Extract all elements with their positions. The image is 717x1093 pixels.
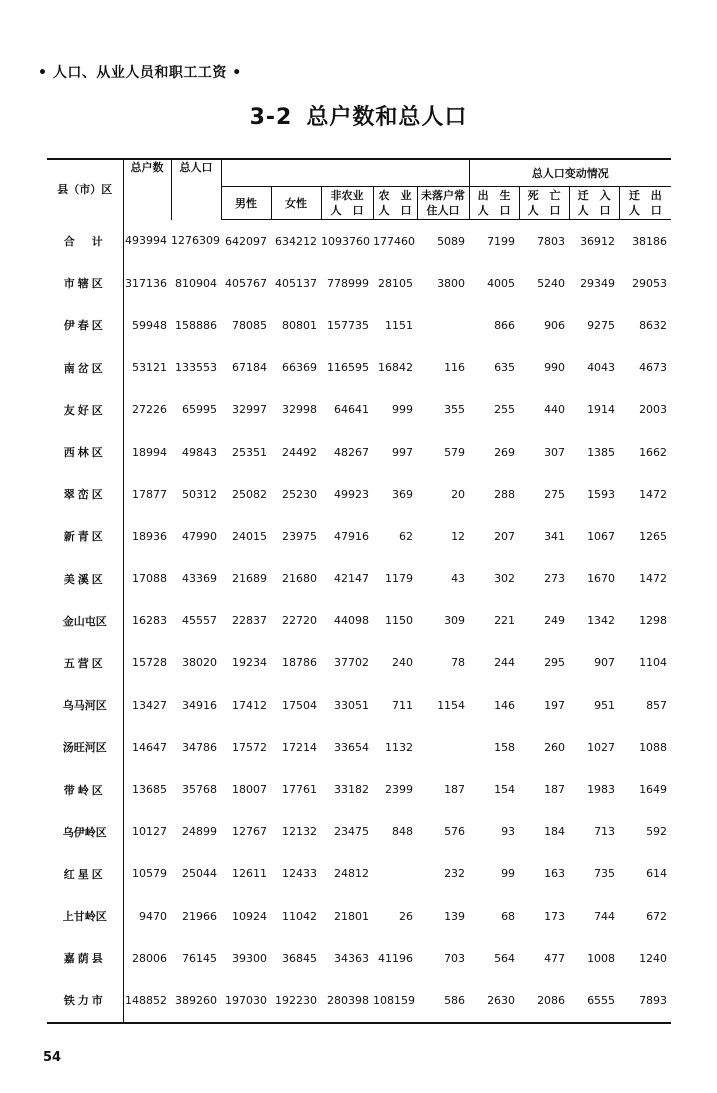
header-unsettled: 未落户常 住人口 [417,187,469,220]
cell-in: 735 [594,867,616,881]
cell-population: 34786 [182,740,217,754]
cell-non-agri: 33182 [334,783,369,797]
table-row [47,726,671,768]
cell-non-agri: 48267 [334,445,369,459]
cell-male: 21689 [232,572,267,586]
cell-births: 99 [501,867,516,881]
cell-male: 12611 [232,867,267,881]
cell-unsettled [417,304,469,346]
cell-out: 8632 [639,318,668,332]
table-row [47,262,671,304]
region-name: 乌伊岭区 [47,811,123,853]
cell-population: 389260 [171,979,221,1022]
cell-deaths: 906 [544,318,566,332]
cell-non-agri: 1093760 [321,234,370,248]
cell-in: 1983 [587,783,616,797]
cell-agri [373,853,417,895]
cell-non-agri: 116595 [327,361,369,375]
cell-unsettled: 139 [444,909,466,923]
table-row [47,895,671,937]
cell-out: 1240 [639,951,668,965]
cell-unsettled: 309 [444,614,466,628]
cell-agri: 1150 [385,614,413,628]
header-spacer [221,159,469,187]
table-row [47,558,671,600]
cell-female: 18786 [282,656,317,670]
region-name: 乌马河区 [47,684,123,726]
cell-out: 1649 [639,783,668,797]
cell-agri: 2399 [385,783,413,797]
cell-deaths: 307 [544,445,566,459]
cell-population: 47990 [182,529,217,543]
cell-female: 192230 [271,979,321,1022]
region-name: 铁力市 [47,979,123,1022]
cell-non-agri: 33654 [334,740,369,754]
cell-agri: 1179 [385,572,413,586]
cell-births: 4005 [487,276,516,290]
cell-in: 1008 [587,951,616,965]
cell-deaths: 477 [544,951,566,965]
cell-male: 39300 [232,951,267,965]
cell-male: 405767 [225,276,267,290]
cell-in: 1027 [587,740,616,754]
cell-non-agri: 23475 [334,825,369,839]
cell-agri: 28105 [378,276,413,290]
cell-female: 634212 [275,234,317,248]
cell-households: 27226 [132,403,167,417]
region-name: 汤旺河区 [47,726,123,768]
cell-male: 25082 [232,487,267,501]
cell-deaths: 990 [544,361,566,375]
header-non-agri: 非农业 人 口 [321,187,373,220]
cell-female: 32998 [282,403,317,417]
cell-female: 12132 [282,825,317,839]
cell-births: 255 [494,403,516,417]
region-name: 市辖区 [47,262,123,304]
cell-unsettled: 5089 [437,234,466,248]
cell-female: 17214 [282,740,317,754]
cell-non-agri: 157735 [327,318,369,332]
cell-births: 207 [494,529,516,543]
cell-unsettled: 1154 [437,698,466,712]
region-name: 嘉荫县 [47,937,123,979]
cell-male: 78085 [232,318,267,332]
cell-population: 24899 [182,825,217,839]
cell-out: 672 [646,909,668,923]
table-row [47,768,671,810]
cell-deaths: 275 [544,487,566,501]
cell-population: 25044 [182,867,217,881]
table-title: 总户数和总人口 [306,105,468,130]
cell-deaths: 184 [544,825,566,839]
population-table [47,158,671,1024]
cell-non-agri: 24812 [334,867,369,881]
table-row [47,642,671,684]
cell-households: 17877 [132,487,167,501]
cell-female: 12433 [282,867,317,881]
cell-in: 951 [594,698,616,712]
cell-unsettled: 43 [451,572,466,586]
region-name: 美溪区 [47,558,123,600]
cell-births: 146 [494,698,516,712]
cell-unsettled: 232 [444,867,466,881]
table-row [47,304,671,346]
header-births: 出 生 人 口 [469,187,519,220]
region-name: 西林区 [47,431,123,473]
region-name: 五营区 [47,642,123,684]
cell-female: 66369 [282,361,317,375]
cell-in: 744 [594,909,616,923]
header-agri: 农 业 人 口 [373,187,417,220]
cell-in: 713 [594,825,616,839]
cell-out: 38186 [632,234,668,248]
cell-out: 2003 [639,403,668,417]
cell-deaths: 295 [544,656,566,670]
cell-female: 23975 [282,529,317,543]
cell-male: 17412 [232,698,267,712]
cell-male: 12767 [232,825,267,839]
cell-non-agri: 280398 [321,979,373,1022]
table-row [47,600,671,642]
cell-out: 1662 [639,445,668,459]
page-number: 54 [43,1050,62,1065]
cell-agri: 1132 [385,740,413,754]
cell-births: 866 [494,318,516,332]
cell-population: 43369 [182,572,217,586]
cell-households: 148852 [123,979,171,1022]
cell-agri: 999 [392,403,413,417]
cell-deaths: 249 [544,614,566,628]
cell-in: 9275 [587,318,616,332]
region-name: 上甘岭区 [47,895,123,937]
cell-population: 50312 [182,487,217,501]
cell-non-agri: 44098 [334,614,369,628]
header-change-group: 总人口变动情况 [469,159,671,187]
cell-deaths: 341 [544,529,566,543]
cell-deaths: 173 [544,909,566,923]
cell-births: 288 [494,487,516,501]
cell-deaths: 197 [544,698,566,712]
region-name: 南岔区 [47,347,123,389]
cell-agri: 997 [392,445,413,459]
cell-in: 4043 [587,361,616,375]
cell-in: 1342 [587,614,616,628]
cell-households: 13427 [132,698,167,712]
cell-unsettled: 579 [444,445,466,459]
region-name: 新青区 [47,515,123,557]
table-header [47,159,671,220]
cell-male: 67184 [232,361,267,375]
cell-births: 7199 [487,234,516,248]
cell-households: 59948 [132,318,167,332]
cell-births: 635 [494,361,516,375]
region-name: 带岭区 [47,768,123,810]
cell-in: 1670 [587,572,616,586]
cell-agri: 62 [399,529,413,543]
cell-female: 80801 [282,318,317,332]
table-row [47,811,671,853]
cell-deaths: 273 [544,572,566,586]
region-name: 金山屯区 [47,600,123,642]
cell-unsettled: 586 [417,979,469,1022]
table-row [47,684,671,726]
header-region: 县（市）区 [57,183,113,197]
cell-male: 24015 [232,529,267,543]
cell-unsettled: 20 [451,487,466,501]
table-row [47,853,671,895]
cell-out: 592 [646,825,668,839]
cell-out: 614 [646,867,668,881]
cell-non-agri: 64641 [334,403,369,417]
cell-households: 10579 [132,867,167,881]
cell-households: 28006 [132,951,167,965]
cell-population: 49843 [182,445,217,459]
cell-deaths: 2086 [519,979,569,1022]
cell-households: 493994 [125,234,167,248]
cell-agri: 240 [392,656,413,670]
cell-population: 133553 [175,361,217,375]
cell-non-agri: 33051 [334,698,369,712]
cell-births: 269 [494,445,516,459]
cell-in: 1385 [587,445,616,459]
cell-births: 68 [501,909,516,923]
cell-deaths: 7803 [537,234,566,248]
cell-agri: 108159 [373,979,417,1022]
page-title [0,100,717,131]
cell-households: 53121 [132,361,167,375]
header-female: 女性 [271,187,321,220]
table-row [47,937,671,979]
cell-households: 18936 [132,529,167,543]
cell-non-agri: 21801 [334,909,369,923]
cell-non-agri: 778999 [327,276,369,290]
cell-population: 38020 [182,656,217,670]
cell-out: 1088 [639,740,668,754]
cell-population: 34916 [182,698,217,712]
cell-female: 17504 [282,698,317,712]
cell-population: 158886 [175,318,217,332]
table-row [47,220,671,263]
header-in-migration: 迁 入 人 口 [569,187,619,220]
cell-unsettled: 3800 [437,276,466,290]
cell-births: 158 [494,740,516,754]
cell-agri: 177460 [373,234,415,248]
cell-unsettled: 12 [451,529,466,543]
cell-out: 1265 [639,529,668,543]
cell-births: 244 [494,656,516,670]
region-name: 合 计 [47,220,123,263]
cell-out: 1472 [639,487,668,501]
section-header: • 人口、从业人员和职工工资 • [38,65,242,81]
cell-households: 13685 [132,783,167,797]
region-name: 翠峦区 [47,473,123,515]
table-row [47,389,671,431]
cell-population: 1276309 [171,234,220,248]
header-households: 总户数 [123,159,171,220]
cell-deaths: 260 [544,740,566,754]
cell-agri: 848 [392,825,413,839]
cell-unsettled: 78 [451,656,466,670]
cell-female: 17761 [282,783,317,797]
table-row [47,347,671,389]
cell-in: 36912 [580,234,616,248]
cell-births: 93 [501,825,516,839]
cell-unsettled: 187 [444,783,466,797]
cell-non-agri: 42147 [334,572,369,586]
cell-non-agri: 37702 [334,656,369,670]
cell-households: 317136 [125,276,167,290]
cell-births: 302 [494,572,516,586]
table-row [47,431,671,473]
cell-unsettled [417,726,469,768]
cell-births: 564 [494,951,516,965]
cell-agri: 26 [399,909,413,923]
cell-out: 857 [646,698,668,712]
cell-agri: 16842 [378,361,413,375]
cell-households: 10127 [132,825,167,839]
cell-male: 197030 [221,979,271,1022]
cell-households: 16283 [132,614,167,628]
cell-male: 642097 [225,234,267,248]
cell-female: 405137 [275,276,317,290]
cell-non-agri: 47916 [334,529,369,543]
cell-unsettled: 355 [444,403,466,417]
cell-out: 1472 [639,572,668,586]
cell-female: 21680 [282,572,317,586]
cell-population: 35768 [182,783,217,797]
cell-out: 4673 [639,361,668,375]
cell-male: 17572 [232,740,267,754]
cell-non-agri: 34363 [334,951,369,965]
cell-male: 25351 [232,445,267,459]
header-male: 男性 [221,187,271,220]
cell-population: 21966 [182,909,217,923]
cell-male: 22837 [232,614,267,628]
cell-unsettled: 116 [444,361,466,375]
cell-households: 18994 [132,445,167,459]
cell-population: 76145 [182,951,217,965]
header-out-migration: 迁 出 人 口 [619,187,671,220]
header-population: 总人口 [171,159,221,220]
region-name: 红星区 [47,853,123,895]
cell-out: 7893 [619,979,671,1022]
cell-deaths: 440 [544,403,566,417]
cell-agri: 1151 [385,318,413,332]
table-row [47,979,671,1022]
cell-agri: 711 [392,698,413,712]
cell-agri: 369 [392,487,413,501]
cell-households: 14647 [132,740,167,754]
cell-female: 24492 [282,445,317,459]
cell-female: 11042 [282,909,317,923]
cell-births: 221 [494,614,516,628]
cell-female: 36845 [282,951,317,965]
cell-in: 6555 [569,979,619,1022]
cell-non-agri: 49923 [334,487,369,501]
cell-unsettled: 703 [444,951,466,965]
cell-in: 1593 [587,487,616,501]
cell-in: 1914 [587,403,616,417]
cell-female: 25230 [282,487,317,501]
cell-births: 2630 [469,979,519,1022]
cell-female: 22720 [282,614,317,628]
cell-households: 17088 [132,572,167,586]
cell-deaths: 163 [544,867,566,881]
cell-male: 32997 [232,403,267,417]
cell-in: 29349 [580,276,616,290]
cell-population: 45557 [182,614,217,628]
cell-male: 19234 [232,656,267,670]
cell-out: 29053 [632,276,668,290]
table-row [47,515,671,557]
cell-agri: 41196 [378,951,413,965]
cell-male: 18007 [232,783,267,797]
cell-households: 15728 [132,656,167,670]
cell-in: 907 [594,656,616,670]
region-name: 友好区 [47,389,123,431]
cell-unsettled: 576 [444,825,466,839]
cell-population: 65995 [182,403,217,417]
header-deaths: 死 亡 人 口 [519,187,569,220]
table-body [47,220,671,1023]
region-name: 伊春区 [47,304,123,346]
cell-births: 154 [494,783,516,797]
cell-deaths: 5240 [537,276,566,290]
cell-out: 1104 [639,656,668,670]
cell-out: 1298 [639,614,668,628]
cell-in: 1067 [587,529,616,543]
cell-population: 810904 [175,276,217,290]
cell-male: 10924 [232,909,267,923]
cell-deaths: 187 [544,783,566,797]
table-row [47,473,671,515]
table-number: 3-2 [249,105,293,130]
cell-households: 9470 [139,909,167,923]
